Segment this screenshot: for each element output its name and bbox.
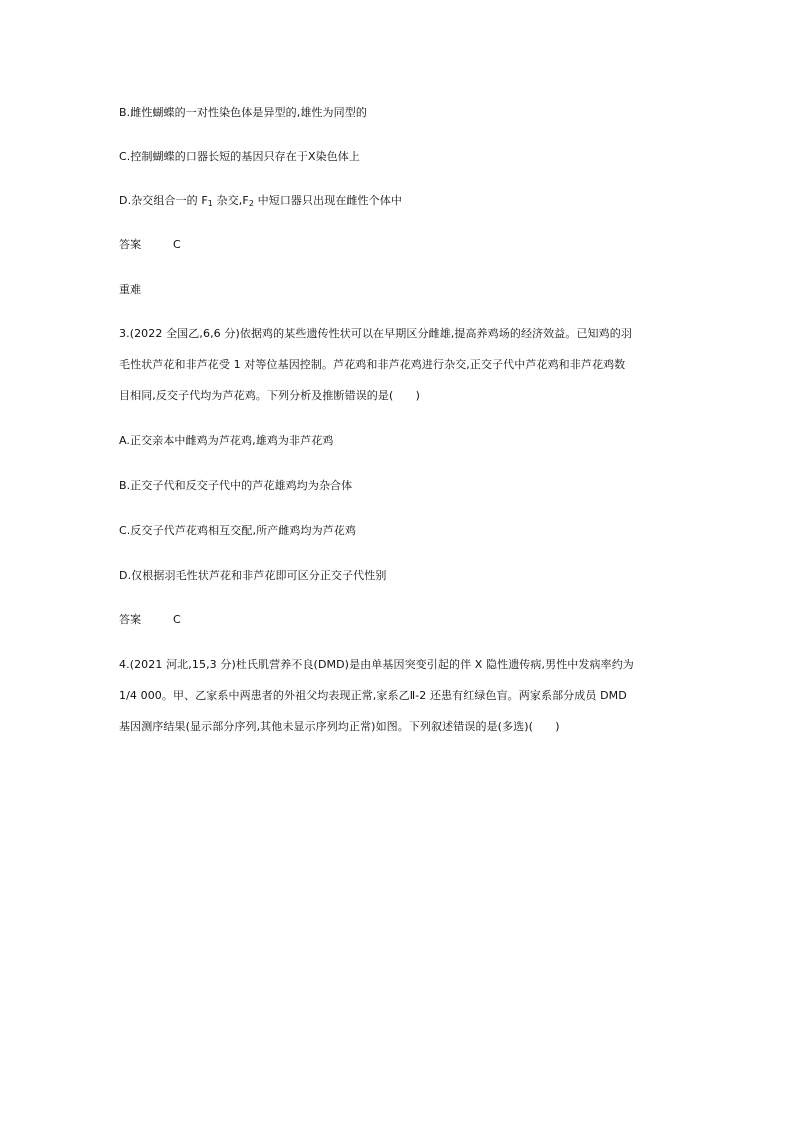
q3-option-a: A.正交亲本中雌鸡为芦花鸡,雄鸡为非芦花鸡 [119,434,334,447]
q2-answer-label: 答案 [119,238,142,251]
q2-answer [119,238,181,252]
q3-answer-value: C [173,613,181,626]
q2-option-d-sub2: 2 [248,199,255,208]
q2-option-d-sub1: 1 [207,199,213,208]
q2-answer-value: C [173,238,181,251]
q4-stem-line3: 基因测序结果(显示部分序列,其他未显示序列均正常)如图。下列叙述错误的是(多选)( ) [119,720,560,733]
q2-option-d-part2: 杂交,F [213,194,249,207]
q4-stem-line1: 4.(2021 河北,15,3 分)杜氏肌营养不良(DMD)是由单基因突变引起的伴 X 隐性遗传病,男性中发病率约为 [119,658,634,671]
q3-option-c: C.反交子代芦花鸡相互交配,所产雌鸡均为芦花鸡 [119,524,356,537]
q3-option-b: B.正交子代和反交子代中的芦花雄鸡均为杂合体 [119,479,353,492]
q2-option-c: C.控制蝴蝶的口器长短的基因只存在于Ⅹ染色体上 [119,150,361,163]
q2-option-d-part3: 中短口器只出现在雌性个体中 [254,194,402,207]
q3-answer-label: 答案 [119,613,142,626]
q4-stem-line2: 1/4 000。甲、乙家系中两患者的外祖父均表现正常,家系乙Ⅱ-2 还患有红绿色盲。两家系部分成员 DMD [119,689,627,702]
q2-option-d-part1: D.杂交组合一的 F [119,194,208,207]
difficulty-heading: 重难 [119,283,142,296]
q2-option-d [119,194,402,208]
q3-stem-line2: 毛性状芦花和非芦花受 1 对等位基因控制。芦花鸡和非芦花鸡进行杂交,正交子代中芦花鸡和非芦花鸡数 [119,358,626,371]
q3-stem-line3: 目相同,反交子代均为芦花鸡。下列分析及推断错误的是( ) [119,389,420,402]
q2-option-b: B.雌性蝴蝶的一对性染色体是异型的,雄性为同型的 [119,106,367,119]
q3-answer [119,613,181,627]
q3-option-d: D.仅根据羽毛性状芦花和非芦花即可区分正交子代性别 [119,569,387,582]
q3-stem-line1: 3.(2022 全国乙,6,6 分)依据鸡的某些遗传性状可以在早期区分雌雄,提高养鸡场的经济效益。已知鸡的羽 [119,327,632,340]
